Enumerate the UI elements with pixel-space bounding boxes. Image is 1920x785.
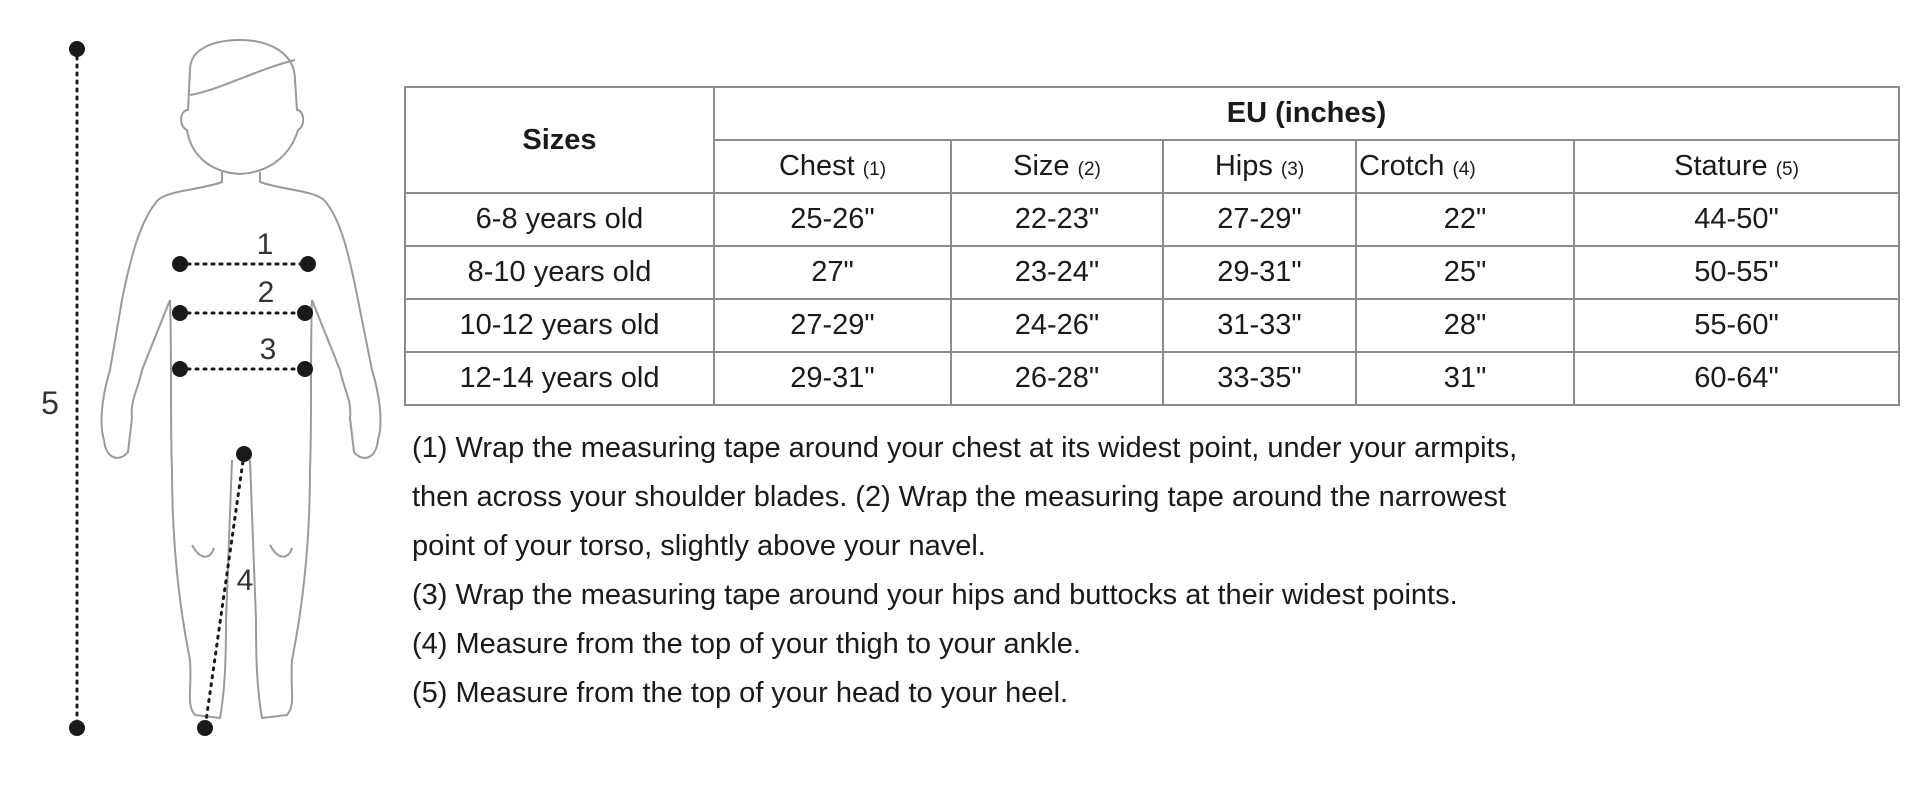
cell-size: 26-28" bbox=[951, 352, 1163, 405]
cell-size: 22-23" bbox=[951, 193, 1163, 246]
note-line: then across your shoulder blades. (2) Wrap the measuring tape around the narrowest bbox=[412, 481, 1507, 513]
cell-chest: 25-26" bbox=[714, 193, 951, 246]
cell-chest: 29-31" bbox=[714, 352, 951, 405]
label-5: 5 bbox=[41, 385, 59, 421]
table-row bbox=[405, 193, 1899, 246]
cell-size: 23-24" bbox=[951, 246, 1163, 299]
table-row bbox=[405, 246, 1899, 299]
table-row bbox=[405, 352, 1899, 405]
col-header-chest: Chest (1) bbox=[714, 140, 951, 193]
eu-inches-header: EU (inches) bbox=[714, 87, 1899, 140]
sizes-header: Sizes bbox=[405, 87, 714, 193]
row-size-label: 12-14 years old bbox=[405, 352, 714, 405]
cell-crotch: 28" bbox=[1356, 299, 1574, 352]
row-size-label: 6-8 years old bbox=[405, 193, 714, 246]
cell-hips: 29-31" bbox=[1163, 246, 1356, 299]
cell-chest: 27" bbox=[714, 246, 951, 299]
row-size-label: 8-10 years old bbox=[405, 246, 714, 299]
note-line: (3) Wrap the measuring tape around your hips and buttocks at their widest points. bbox=[412, 579, 1458, 611]
col-header-stature: Stature (5) bbox=[1574, 140, 1899, 193]
col-header-hips: Hips (3) bbox=[1163, 140, 1356, 193]
note-line: (5) Measure from the top of your head to your heel. bbox=[412, 677, 1069, 709]
label-2: 2 bbox=[257, 276, 275, 309]
cell-crotch: 22" bbox=[1356, 193, 1574, 246]
stature-line bbox=[69, 41, 85, 736]
cell-hips: 33-35" bbox=[1163, 352, 1356, 405]
hips-measure-line bbox=[172, 361, 313, 377]
chest-measure-line bbox=[172, 256, 316, 272]
cell-stature: 55-60" bbox=[1574, 299, 1899, 352]
note-line: (1) Wrap the measuring tape around your chest at its widest point, under your armpits, bbox=[412, 432, 1518, 464]
cell-size: 24-26" bbox=[951, 299, 1163, 352]
cell-hips: 27-29" bbox=[1163, 193, 1356, 246]
size-chart-table bbox=[404, 86, 1900, 406]
label-4: 4 bbox=[236, 564, 254, 597]
table-row bbox=[405, 299, 1899, 352]
child-outline bbox=[102, 40, 381, 718]
note-line: point of your torso, slightly above your navel. bbox=[412, 530, 986, 562]
table-header-row bbox=[405, 87, 1899, 140]
label-3: 3 bbox=[259, 333, 277, 366]
row-size-label: 10-12 years old bbox=[405, 299, 714, 352]
cell-hips: 31-33" bbox=[1163, 299, 1356, 352]
cell-crotch: 31" bbox=[1356, 352, 1574, 405]
measurement-instructions bbox=[412, 424, 1872, 718]
waist-measure-line bbox=[172, 305, 313, 321]
cell-crotch: 25" bbox=[1356, 246, 1574, 299]
cell-stature: 60-64" bbox=[1574, 352, 1899, 405]
col-header-size: Size (2) bbox=[951, 140, 1163, 193]
label-1: 1 bbox=[256, 228, 274, 261]
col-header-crotch: Crotch (4) bbox=[1356, 140, 1574, 193]
note-line: (4) Measure from the top of your thigh to your ankle. bbox=[412, 628, 1081, 660]
cell-stature: 50-55" bbox=[1574, 246, 1899, 299]
cell-stature: 44-50" bbox=[1574, 193, 1899, 246]
cell-chest: 27-29" bbox=[714, 299, 951, 352]
child-measurement-figure bbox=[0, 0, 400, 785]
